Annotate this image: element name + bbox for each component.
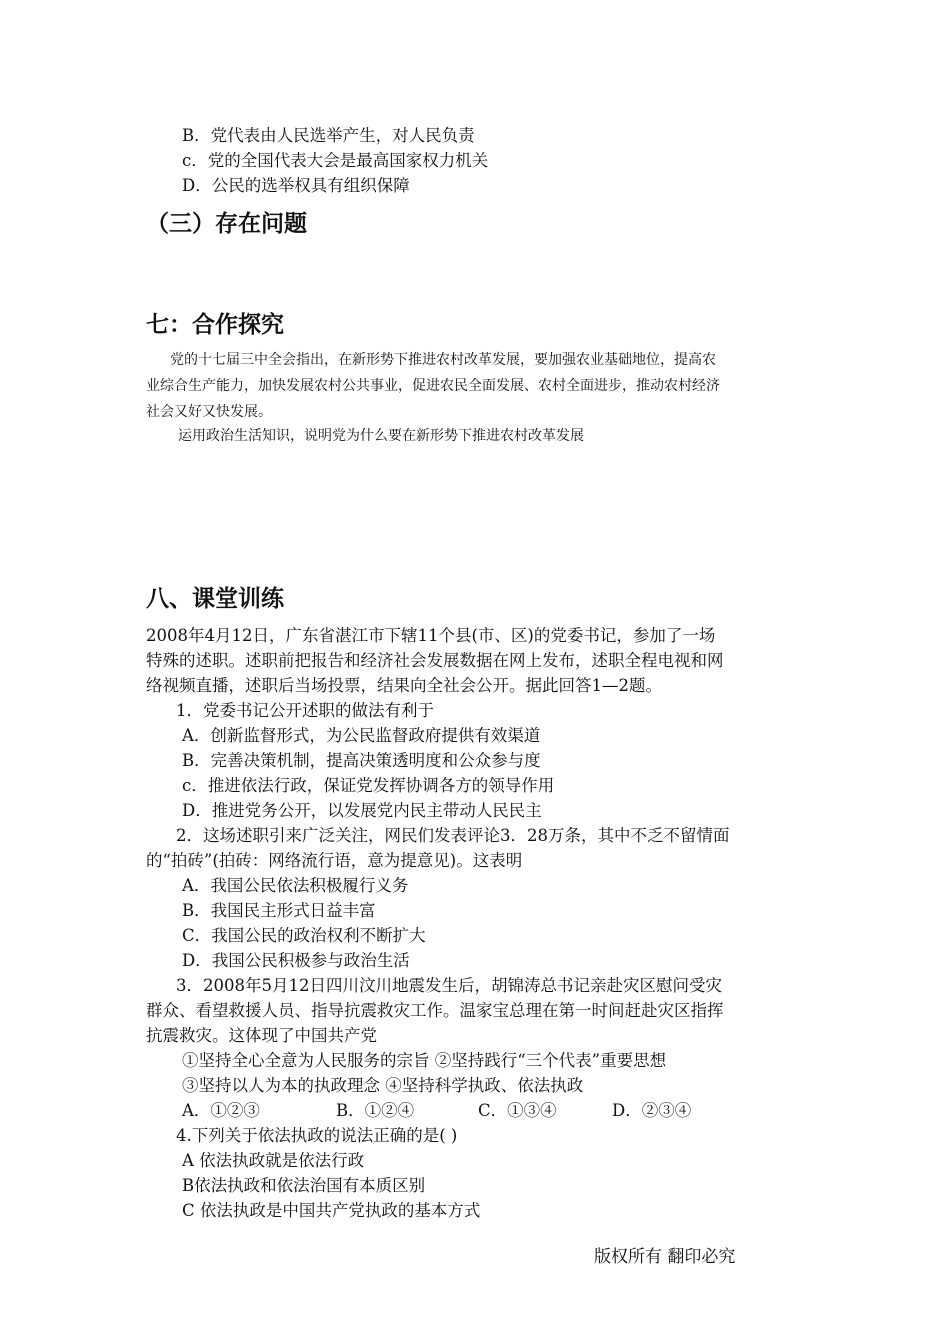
inquiry-question: 运用政治生活知识，说明党为什么要在新形势下推进农村改革发展 <box>178 428 584 444</box>
question-1-option: c．推进依法行政，保证党发挥协调各方的领导作用 <box>182 776 555 795</box>
question-3-choice-a: A．①②③ <box>182 1101 260 1120</box>
question-1-option: B．完善决策机制，提高决策透明度和公众参与度 <box>182 751 541 770</box>
intro-line: 特殊的述职。述职前把报告和经济社会发展数据在网上发布，述职全程电视和网 <box>146 651 724 670</box>
paragraph-line: 社会又好又快发展。 <box>146 404 272 420</box>
question-4-stem: 4.下列关于依法执政的说法正确的是( ) <box>176 1126 458 1145</box>
option-c: c．党的全国代表大会是最高国家权力机关 <box>182 151 489 170</box>
question-2-option: C．我国公民的政治权利不断扩大 <box>182 926 426 945</box>
intro-line: 络视频直播，述职后当场投票，结果向全社会公开。据此回答1—2题。 <box>146 676 662 695</box>
question-3-choice-b: B．①②④ <box>336 1101 415 1120</box>
copyright-footer: 版权所有 翻印必究 <box>594 1247 736 1267</box>
question-2-option: A．我国公民依法积极履行义务 <box>182 876 409 895</box>
question-3-stem: 群众、看望救援人员、指导抗震救灾工作。温家宝总理在第一时间赶赴灾区指挥 <box>146 1001 724 1020</box>
paragraph-line: 党的十七届三中全会指出，在新形势下推进农村改革发展，要加强农业基础地位，提高农 <box>170 352 716 368</box>
question-4-option: A 依法执政就是依法行政 <box>182 1151 365 1170</box>
option-d: D．公民的选举权具有组织保障 <box>182 176 410 195</box>
question-3-stem: 抗震救灾。这体现了中国共产党 <box>146 1026 377 1045</box>
question-2-option: D．我国公民积极参与政治生活 <box>182 951 410 970</box>
question-3-items: ③坚持以人为本的执政理念 ④坚持科学执政、依法执政 <box>182 1076 584 1095</box>
section-heading-problems: （三）存在问题 <box>146 211 307 237</box>
question-1-option: D．推进党务公开，以发展党内民主带动人民民主 <box>182 801 542 820</box>
question-3-choice-c: C．①③④ <box>478 1101 557 1120</box>
section-heading-cooperation: 七：合作探究 <box>146 312 284 338</box>
question-1-option: A．创新监督形式，为公民监督政府提供有效渠道 <box>182 726 541 745</box>
question-3-stem: 3．2008年5月12日四川汶川地震发生后，胡锦涛总书记亲赴灾区慰问受灾 <box>176 976 722 995</box>
intro-line: 2008年4月12日，广东省湛江市下辖11个县(市、区)的党委书记，参加了一场 <box>146 626 716 645</box>
question-2-stem: 的“拍砖”(拍砖：网络流行语，意为提意见)。这表明 <box>146 851 523 870</box>
option-b: B．党代表由人民选举产生，对人民负责 <box>182 126 475 145</box>
question-1-stem: 1．党委书记公开述职的做法有利于 <box>176 701 434 720</box>
section-heading-practice: 八、课堂训练 <box>146 586 284 612</box>
question-2-option: B．我国民主形式日益丰富 <box>182 901 376 920</box>
question-4-option: B依法执政和依法治国有本质区别 <box>182 1176 426 1195</box>
question-2-stem: 2．这场述职引来广泛关注，网民们发表评论3．28万条，其中不乏不留情面 <box>176 826 730 845</box>
question-3-items: ①坚持全心全意为人民服务的宗旨 ②坚持践行“三个代表”重要思想 <box>182 1051 667 1070</box>
paragraph-line: 业综合生产能力，加快发展农村公共事业，促进农民全面发展、农村全面进步，推动农村经济 <box>146 378 720 394</box>
question-4-option: C 依法执政是中国共产党执政的基本方式 <box>182 1201 481 1220</box>
question-3-choice-d: D．②③④ <box>612 1101 692 1120</box>
